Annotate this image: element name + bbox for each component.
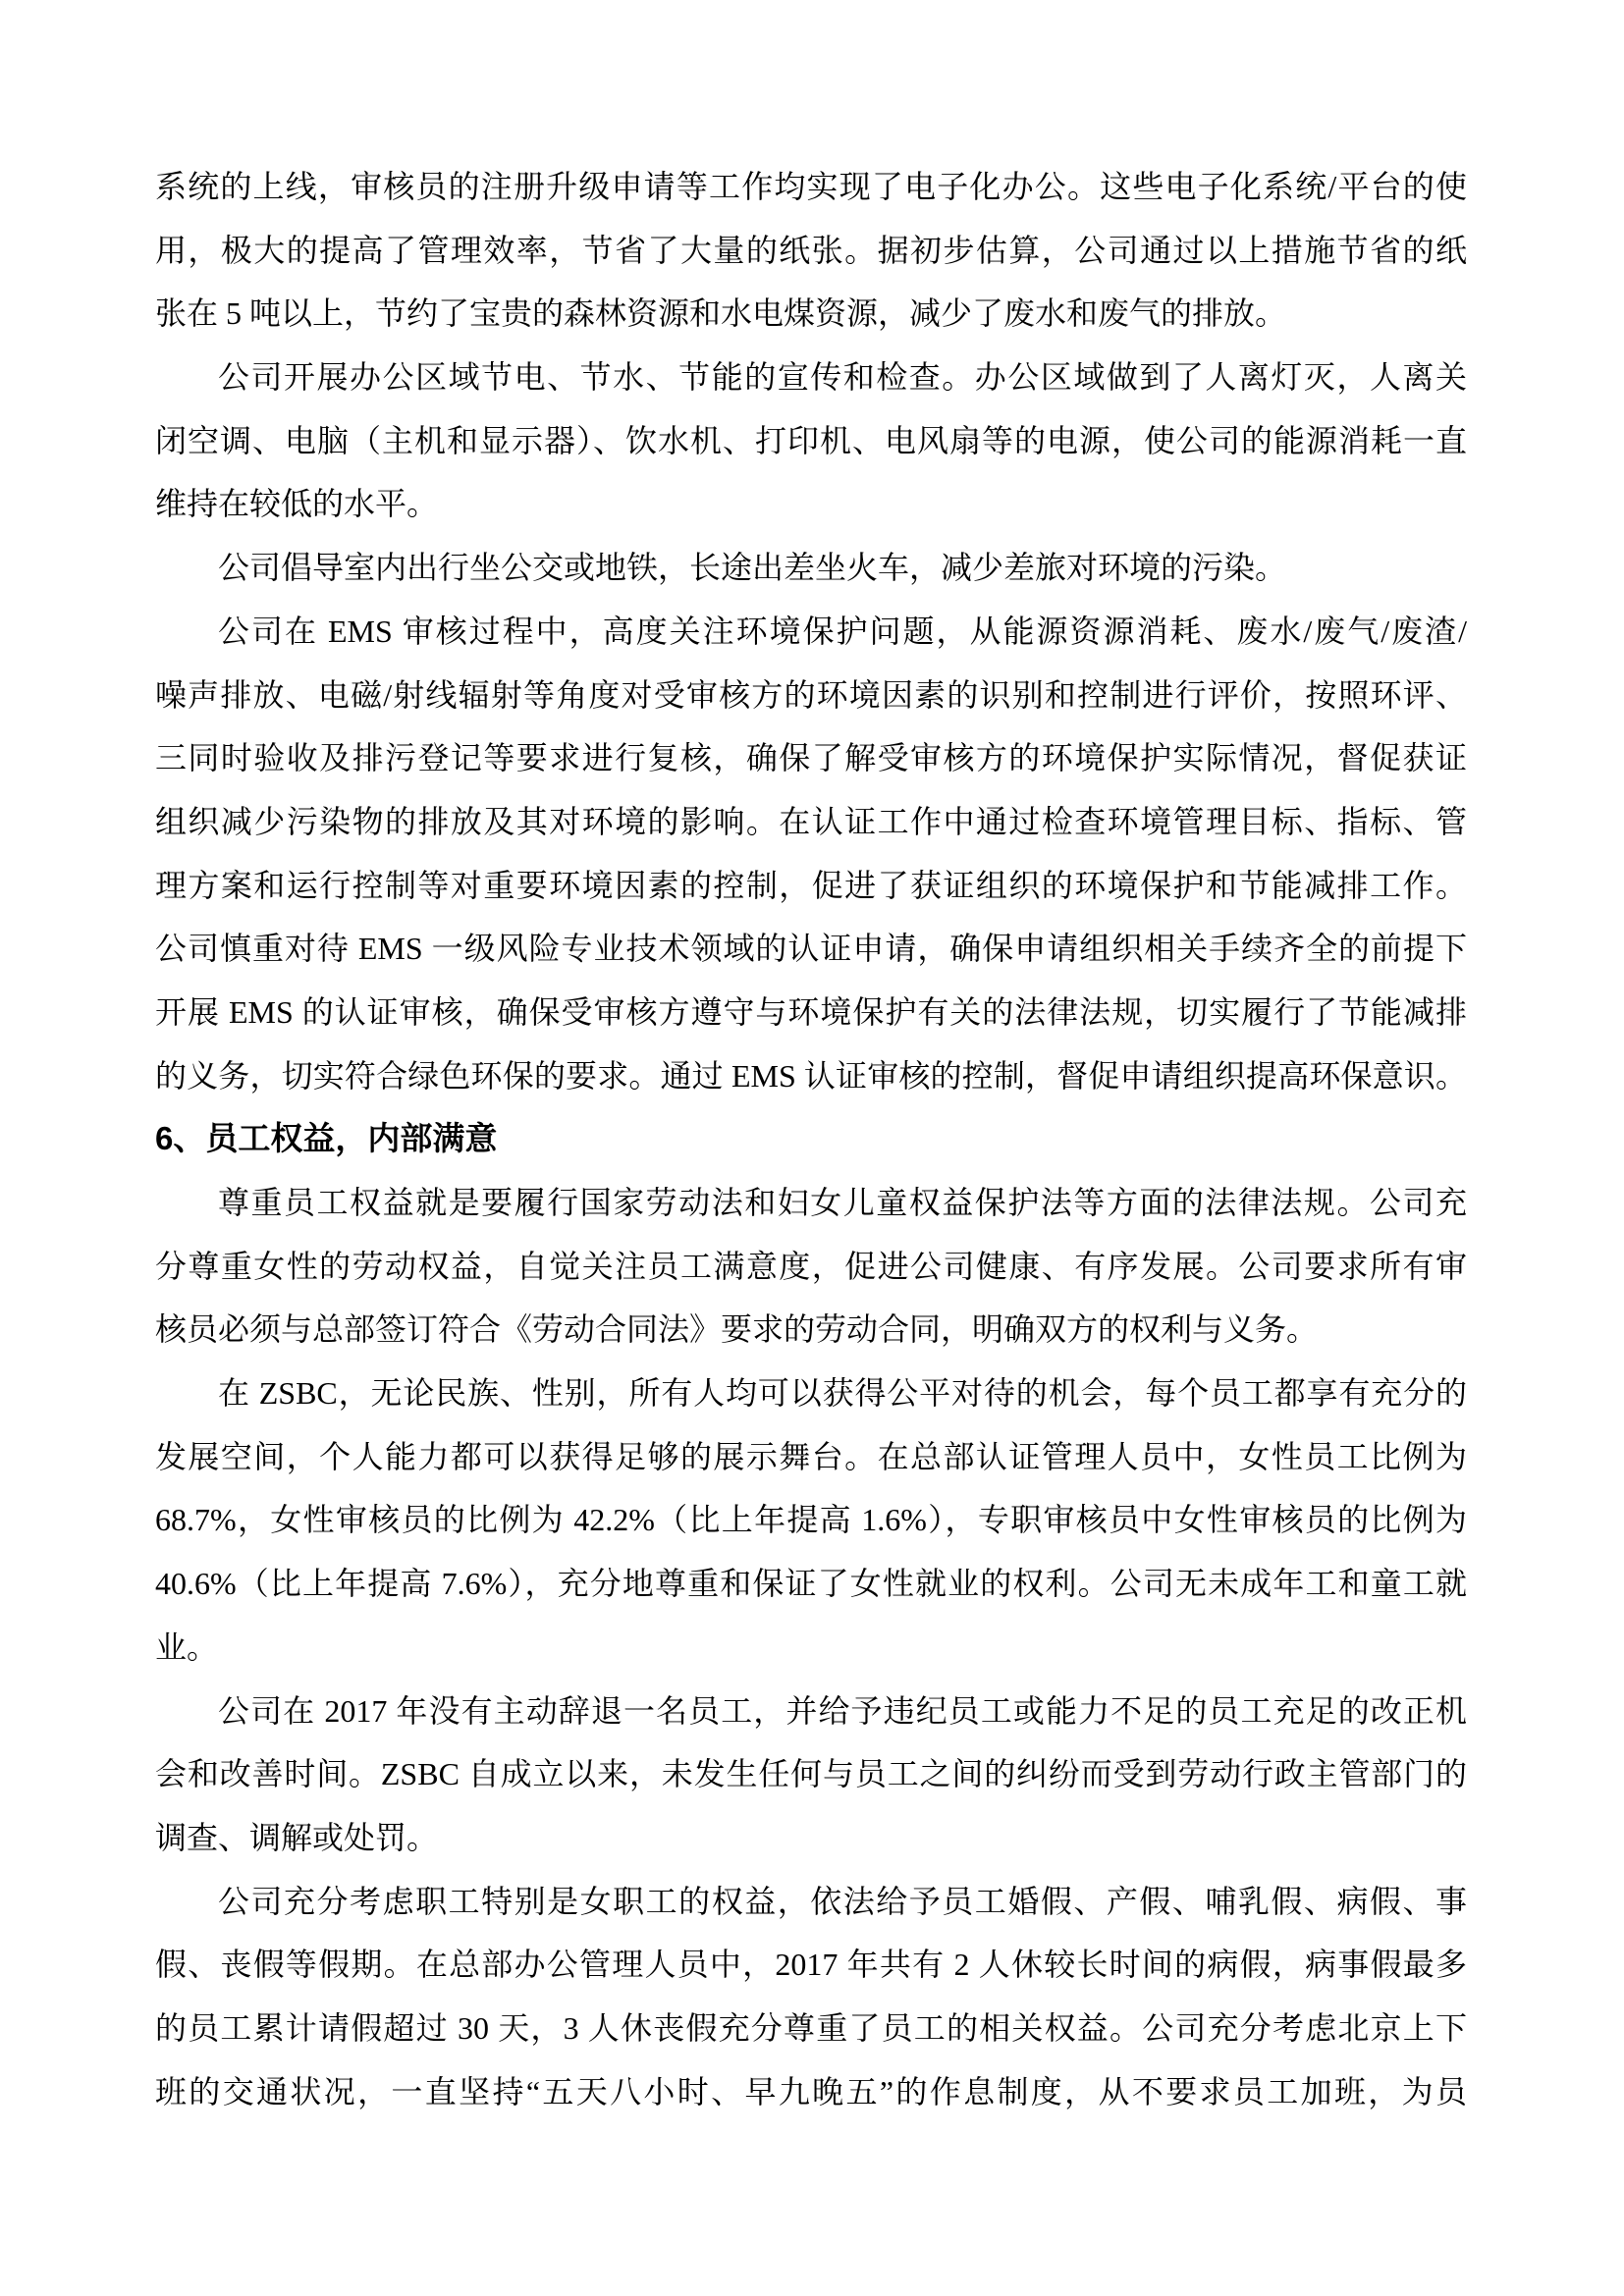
text-line: 68.7%，女性审核员的比例为 42.2%（比上年提高 1.6%），专职审核员中女性审核员的比例为 bbox=[155, 1502, 1467, 1538]
text-line: 组织减少污染物的排放及其对环境的影响。在认证工作中通过检查环境管理目标、指标、管 bbox=[155, 803, 1467, 839]
text-line: 的义务，切实符合绿色环保的要求。通过 EMS 认证审核的控制，督促申请组织提高环保意识。 bbox=[155, 1057, 1467, 1094]
text-line: 公司慎重对待 EMS 一级风险专业技术领域的认证申请，确保申请组织相关手续齐全的前提下 bbox=[155, 931, 1467, 967]
text-line: 业。 bbox=[155, 1629, 219, 1665]
text-line: 开展 EMS 的认证审核，确保受审核方遵守与环境保护有关的法律法规，切实履行了节能减排 bbox=[155, 993, 1467, 1030]
text-line: 系统的上线，审核员的注册升级申请等工作均实现了电子化办公。这些电子化系统/平台的使 bbox=[155, 169, 1467, 204]
text-line: 调查、调解或处罚。 bbox=[155, 1819, 439, 1855]
document-text bbox=[155, 155, 1467, 2123]
text-line: 假、丧假等假期。在总部办公管理人员中，2017 年共有 2 人休较长时间的病假，病事假最多 bbox=[155, 1947, 1467, 1983]
section-heading: 6、员工权益，内部满意 bbox=[155, 1120, 498, 1157]
text-line: 会和改善时间。ZSBC 自成立以来，未发生任何与员工之间的纠纷而受到劳动行政主管部门的 bbox=[155, 1756, 1467, 1792]
text-line: 核员必须与总部签订符合《劳动合同法》要求的劳动合同，明确双方的权利与义务。 bbox=[155, 1311, 1319, 1348]
text-line: 发展空间，个人能力都可以获得足够的展示舞台。在总部认证管理人员中，女性员工比例为 bbox=[155, 1438, 1467, 1474]
text-line: 公司倡导室内出行坐公交或地铁，长途出差坐火车，减少差旅对环境的污染。 bbox=[218, 550, 1287, 586]
text-line: 分尊重女性的劳动权益，自觉关注员工满意度，促进公司健康、有序发展。公司要求所有审 bbox=[155, 1248, 1467, 1284]
text-line: 闭空调、电脑（主机和显示器）、饮水机、打印机、电风扇等的电源，使公司的能源消耗一直 bbox=[155, 422, 1467, 458]
text-line: 40.6%（比上年提高 7.6%），充分地尊重和保证了女性就业的权利。公司无未成年工和童工就 bbox=[155, 1566, 1467, 1602]
text-line: 公司在 2017 年没有主动辞退一名员工，并给予违纪员工或能力不足的员工充足的改正机 bbox=[218, 1692, 1467, 1729]
text-line: 用，极大的提高了管理效率，节省了大量的纸张。据初步估算，公司通过以上措施节省的纸 bbox=[155, 232, 1467, 268]
text-line: 噪声排放、电磁/射线辐射等角度对受审核方的环境因素的识别和控制进行评价，按照环评、 bbox=[155, 676, 1467, 713]
text-line: 尊重员工权益就是要履行国家劳动法和妇女儿童权益保护法等方面的法律法规。公司充 bbox=[218, 1185, 1467, 1220]
text-line: 的员工累计请假超过 30 天，3 人休丧假充分尊重了员工的相关权益。公司充分考虑北京上下 bbox=[155, 2009, 1467, 2046]
text-line: 三同时验收及排污登记等要求进行复核，确保了解受审核方的环境保护实际情况，督促获证 bbox=[155, 740, 1467, 776]
text-line: 公司开展办公区域节电、节水、节能的宣传和检查。办公区域做到了人离灯灭，人离关 bbox=[218, 359, 1467, 396]
text-line: 公司在 EMS 审核过程中，高度关注环境保护问题，从能源资源消耗、废水/废气/废渣/ bbox=[218, 613, 1467, 649]
text-line: 理方案和运行控制等对重要环境因素的控制，促进了获证组织的环境保护和节能减排工作。 bbox=[155, 867, 1467, 903]
text-line: 公司充分考虑职工特别是女职工的权益，依法给予员工婚假、产假、哺乳假、病假、事 bbox=[218, 1883, 1467, 1919]
text-line: 在 ZSBC，无论民族、性别，所有人均可以获得公平对待的机会，每个员工都享有充分的 bbox=[218, 1375, 1467, 1412]
text-line: 班的交通状况，一直坚持“五天八小时、早九晚五”的作息制度，从不要求员工加班，为员 bbox=[155, 2073, 1467, 2109]
text-line: 张在 5 吨以上，节约了宝贵的森林资源和水电煤资源，减少了废水和废气的排放。 bbox=[155, 295, 1287, 332]
text-line: 维持在较低的水平。 bbox=[155, 486, 439, 522]
